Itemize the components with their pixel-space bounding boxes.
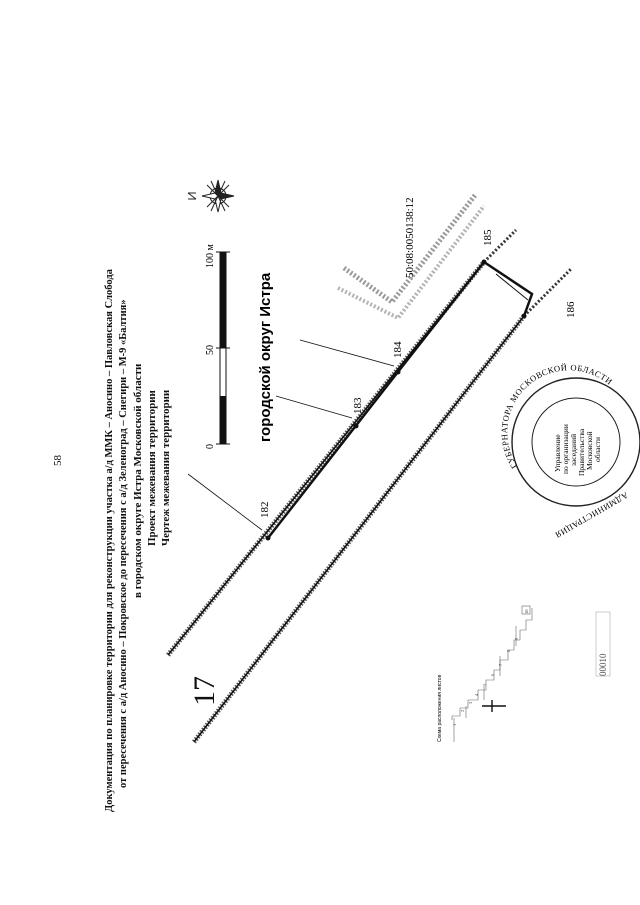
- sheet-cell-8: 8: [506, 649, 511, 652]
- north-arrow-icon: [202, 180, 234, 212]
- sheet-cell-6: 6: [490, 673, 495, 676]
- stamp-line-2: по организации: [561, 424, 570, 474]
- stamp-outer-text: ГУБЕРНАТОРА МОСКОВСКОЙ ОБЛАСТИ: [499, 362, 615, 471]
- page-number: 58: [52, 455, 64, 466]
- stamp-line-5: Московской: [585, 431, 594, 470]
- title-line-4: Проект межевания территории: [146, 390, 158, 546]
- official-stamp: [499, 362, 640, 540]
- sheet-number: 17: [188, 676, 221, 706]
- cadastral-number-label: 50:08:0050138:12: [404, 197, 416, 278]
- stamp-outer-text-bottom: АДМИНИСТРАЦИЯ: [553, 490, 630, 541]
- district-label: городской округ Истра: [257, 272, 274, 442]
- sheet-cell-1: 1: [452, 723, 457, 726]
- sheet-cell-5: 5: [482, 683, 487, 686]
- title-line-5: Чертеж межевания территории: [160, 389, 172, 546]
- stamp-line-1: Управление: [553, 434, 562, 472]
- point-label-185: 185: [482, 229, 494, 246]
- stamp-line-4: Правительства: [577, 428, 586, 476]
- stamp-number: 00010: [598, 653, 608, 676]
- sheet-cell-10: 10: [524, 609, 529, 614]
- stamp-line-3: заседаний: [569, 433, 578, 466]
- sheet-layout-title: Схема расположения листов: [437, 674, 443, 742]
- boundary-points: [266, 260, 527, 541]
- scale-bar: [216, 252, 230, 444]
- road-corridor: [168, 230, 572, 742]
- sheet-cell-2: 2: [460, 709, 465, 712]
- title-line-3: в городском округе Истра Московской области: [132, 363, 144, 598]
- sheet-cell-7: 7: [498, 663, 503, 666]
- point-label-186: 186: [565, 301, 577, 318]
- scale-label-50: 50: [205, 345, 216, 355]
- title-line-1: Документация по планировке территории для реконструкции участка а/д ММК – Аносино – Павловская Слобода: [104, 269, 115, 812]
- scale-label-100: 100 м: [205, 244, 216, 268]
- north-label-icon: [188, 193, 196, 199]
- sheet-cell-3: 3: [468, 701, 473, 704]
- point-label-182: 182: [259, 501, 271, 518]
- scale-label-0: 0: [205, 444, 216, 449]
- point-label-183: 183: [352, 397, 364, 414]
- stamp-line-6: области: [593, 436, 602, 462]
- title-line-2: от пересечения с а/д Аносино – Покровское до пересечения с а/д Зеленоград – Снегири – М-9 «Балтия»: [118, 299, 129, 788]
- sheet-cell-4: 4: [474, 693, 479, 696]
- sheet-cell-9: 9: [514, 637, 519, 640]
- parcel-boundary-line: [268, 262, 532, 538]
- point-label-184: 184: [392, 341, 404, 358]
